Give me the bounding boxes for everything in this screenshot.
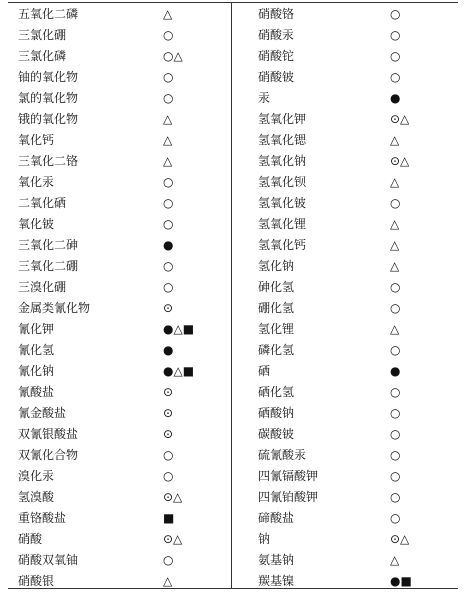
table-row — [232, 445, 467, 466]
hazard-symbols: ⊙△ — [163, 532, 183, 546]
table-row — [232, 298, 467, 319]
chemical-name: 氨基钠 — [258, 553, 295, 567]
chemical-name: 硫氰酸汞 — [258, 448, 307, 462]
table-row — [232, 361, 467, 382]
chemical-name: 双氰化合物 — [18, 448, 79, 462]
hazard-symbols: ⊙△ — [390, 112, 410, 126]
table-row — [232, 25, 467, 46]
hazard-symbols: ○ — [390, 70, 401, 84]
table-row — [232, 172, 467, 193]
chemical-name: 氢氧化钡 — [258, 175, 307, 189]
chemical-name: 硝酸汞 — [258, 28, 295, 42]
hazard-symbols: △ — [390, 133, 400, 147]
chemical-name: 四氰铂酸钾 — [258, 490, 319, 504]
hazard-symbols: ■ — [163, 511, 175, 525]
hazard-symbols: ○ — [163, 448, 174, 462]
table-row — [232, 130, 467, 151]
chemical-name: 三溴化硼 — [18, 280, 67, 294]
hazard-symbols: ○ — [163, 91, 174, 105]
table-row — [0, 172, 231, 193]
table-top-rule — [8, 2, 458, 3]
chemical-name: 氰化钾 — [18, 322, 55, 336]
chemical-name: 钠 — [258, 532, 271, 546]
hazard-symbols: △ — [163, 133, 173, 147]
hazard-symbols: ⊙ — [163, 301, 174, 315]
hazard-symbols: ○ — [390, 427, 401, 441]
table-row — [0, 256, 231, 277]
table-row — [232, 529, 467, 550]
chemical-name: 二氧化硒 — [18, 196, 67, 210]
chemical-name: 三氯化磷 — [18, 49, 67, 63]
chemical-name: 氢溴酸 — [18, 490, 55, 504]
hazard-symbols: ○ — [390, 406, 401, 420]
chemical-name: 硝酸铊 — [258, 49, 295, 63]
hazard-symbols: ○ — [390, 385, 401, 399]
chemical-name: 硝酸 — [18, 532, 43, 546]
table-row — [0, 424, 231, 445]
chemical-name: 砷化氢 — [258, 280, 295, 294]
chemical-name: 三氧化二砷 — [18, 238, 79, 252]
chemical-name: 氢化锂 — [258, 322, 295, 336]
hazard-symbols: △ — [163, 574, 173, 588]
hazard-symbols: △ — [163, 112, 173, 126]
chemical-name: 锇的氧化物 — [18, 112, 79, 126]
chemical-name: 金属类氰化物 — [18, 301, 91, 315]
table-row — [0, 130, 231, 151]
hazard-symbols: ●△■ — [163, 364, 195, 378]
chemical-name: 四氰镉酸钾 — [258, 469, 319, 483]
table-row — [0, 550, 231, 571]
chemical-name: 三氧化二铬 — [18, 154, 79, 168]
hazard-symbols: ●△■ — [163, 322, 195, 336]
hazard-symbols: ○ — [390, 448, 401, 462]
table-row — [0, 319, 231, 340]
hazard-symbols: ○△ — [163, 49, 183, 63]
table-row — [0, 571, 231, 592]
chemical-name: 氢氧化钠 — [258, 154, 307, 168]
hazard-symbols: ○ — [163, 259, 174, 273]
hazard-symbols: △ — [390, 175, 400, 189]
hazard-symbols: ○ — [163, 175, 174, 189]
table-row — [232, 319, 467, 340]
hazard-symbols: △ — [390, 217, 400, 231]
table-row — [0, 340, 231, 361]
table-row — [0, 529, 231, 550]
hazard-symbols: ○ — [163, 553, 174, 567]
table-row — [0, 46, 231, 67]
hazard-symbols: ○ — [163, 280, 174, 294]
table-row — [232, 193, 467, 214]
chemical-name: 氢氧化钙 — [258, 238, 307, 252]
chemical-name: 氰金酸盐 — [18, 406, 67, 420]
chemical-name: 羰基镍 — [258, 574, 295, 588]
hazard-symbols: ● — [163, 238, 174, 252]
chemical-name: 硝酸银 — [18, 574, 55, 588]
chemical-name: 氰化钠 — [18, 364, 55, 378]
hazard-symbols: ○ — [163, 70, 174, 84]
table-row — [0, 466, 231, 487]
chemical-name: 硒化氢 — [258, 385, 295, 399]
hazard-symbols: ⊙△ — [163, 490, 183, 504]
table-row — [0, 403, 231, 424]
hazard-symbols: ○ — [163, 217, 174, 231]
table-row — [0, 382, 231, 403]
hazard-symbols: △ — [390, 553, 400, 567]
table-row — [0, 361, 231, 382]
hazard-symbols: ○ — [390, 280, 401, 294]
table-row — [232, 508, 467, 529]
hazard-symbols: ⊙ — [163, 406, 174, 420]
chemical-name: 硼化氢 — [258, 301, 295, 315]
table-row — [232, 277, 467, 298]
table-row — [232, 4, 467, 25]
table-row — [0, 445, 231, 466]
table-row — [0, 67, 231, 88]
table-row — [232, 88, 467, 109]
table-row — [232, 382, 467, 403]
hazard-symbols: ○ — [390, 469, 401, 483]
table-row — [0, 88, 231, 109]
chemical-name: 硒酸钠 — [258, 406, 295, 420]
chemical-name: 氧化汞 — [18, 175, 55, 189]
table-row — [0, 298, 231, 319]
table-row — [232, 403, 467, 424]
chemical-name: 硝酸铬 — [258, 7, 295, 21]
chemical-name: 硒 — [258, 364, 271, 378]
hazard-symbols: ○ — [390, 511, 401, 525]
table-row — [232, 424, 467, 445]
chemical-name: 三氧化二硼 — [18, 259, 79, 273]
chemical-name: 磷化氢 — [258, 343, 295, 357]
chemical-name: 碲酸盐 — [258, 511, 295, 525]
chemical-name: 铀的氧化物 — [18, 70, 79, 84]
chemical-name: 氰化氢 — [18, 343, 55, 357]
table-row — [232, 340, 467, 361]
hazard-symbols: ⊙△ — [390, 532, 410, 546]
hazard-symbols: ○ — [390, 7, 401, 21]
table-row — [0, 193, 231, 214]
chemical-name: 双氰银酸盐 — [18, 427, 79, 441]
hazard-symbols: ○ — [390, 196, 401, 210]
chemical-name: 氢化钠 — [258, 259, 295, 273]
table-row — [232, 235, 467, 256]
table-row — [232, 571, 467, 592]
chemical-name: 氢氧化铍 — [258, 196, 307, 210]
hazard-symbols: ○ — [390, 490, 401, 504]
hazard-symbols: ○ — [390, 343, 401, 357]
left-column — [0, 4, 231, 592]
table-row — [0, 25, 231, 46]
chemical-name: 氢氧化锶 — [258, 133, 307, 147]
table-row — [0, 214, 231, 235]
table-row — [232, 109, 467, 130]
hazard-symbols: ○ — [163, 28, 174, 42]
chemical-name: 氰酸盐 — [18, 385, 55, 399]
hazard-symbols: △ — [390, 238, 400, 252]
chemical-name: 氧化钙 — [18, 133, 55, 147]
hazard-symbols: △ — [390, 259, 400, 273]
hazard-symbols: ●■ — [390, 574, 412, 588]
table-row — [0, 277, 231, 298]
table-row — [0, 487, 231, 508]
chemical-name: 重铬酸盐 — [18, 511, 67, 525]
table-row — [0, 109, 231, 130]
chemical-name: 碳酸铍 — [258, 427, 295, 441]
table-row — [232, 466, 467, 487]
hazard-symbols: △ — [163, 154, 173, 168]
chemical-name: 氢氧化锂 — [258, 217, 307, 231]
table-row — [232, 256, 467, 277]
chemical-name: 氢氧化钾 — [258, 112, 307, 126]
table-row — [232, 67, 467, 88]
table-row — [0, 151, 231, 172]
hazard-symbols: ○ — [390, 49, 401, 63]
table-row — [0, 4, 231, 25]
chemical-name: 氯的氧化物 — [18, 91, 79, 105]
hazard-symbols: ● — [163, 343, 174, 357]
chemical-name: 三氯化硼 — [18, 28, 67, 42]
hazard-symbols: ● — [390, 364, 401, 378]
hazard-symbols: ⊙ — [163, 385, 174, 399]
hazard-symbols: ● — [390, 91, 401, 105]
hazard-symbols: ○ — [163, 469, 174, 483]
table-row — [0, 508, 231, 529]
table-row — [0, 235, 231, 256]
chemical-name: 汞 — [258, 91, 271, 105]
hazard-symbols: △ — [390, 322, 400, 336]
chemical-name: 硝酸双氧铀 — [18, 553, 79, 567]
chemical-name: 硝酸铍 — [258, 70, 295, 84]
hazard-symbols: ○ — [390, 301, 401, 315]
table-row — [232, 487, 467, 508]
hazard-symbols: ○ — [163, 196, 174, 210]
hazard-symbols: ⊙ — [163, 427, 174, 441]
chemical-name: 溴化汞 — [18, 469, 55, 483]
table-row — [232, 46, 467, 67]
table-row — [232, 550, 467, 571]
right-column — [232, 4, 467, 592]
chemical-name: 五氧化二磷 — [18, 7, 79, 21]
hazard-symbols: △ — [163, 7, 173, 21]
chemical-name: 氧化铍 — [18, 217, 55, 231]
hazard-symbols: ○ — [390, 28, 401, 42]
hazard-symbols: ⊙△ — [390, 154, 410, 168]
table-row — [232, 151, 467, 172]
table-row — [232, 214, 467, 235]
